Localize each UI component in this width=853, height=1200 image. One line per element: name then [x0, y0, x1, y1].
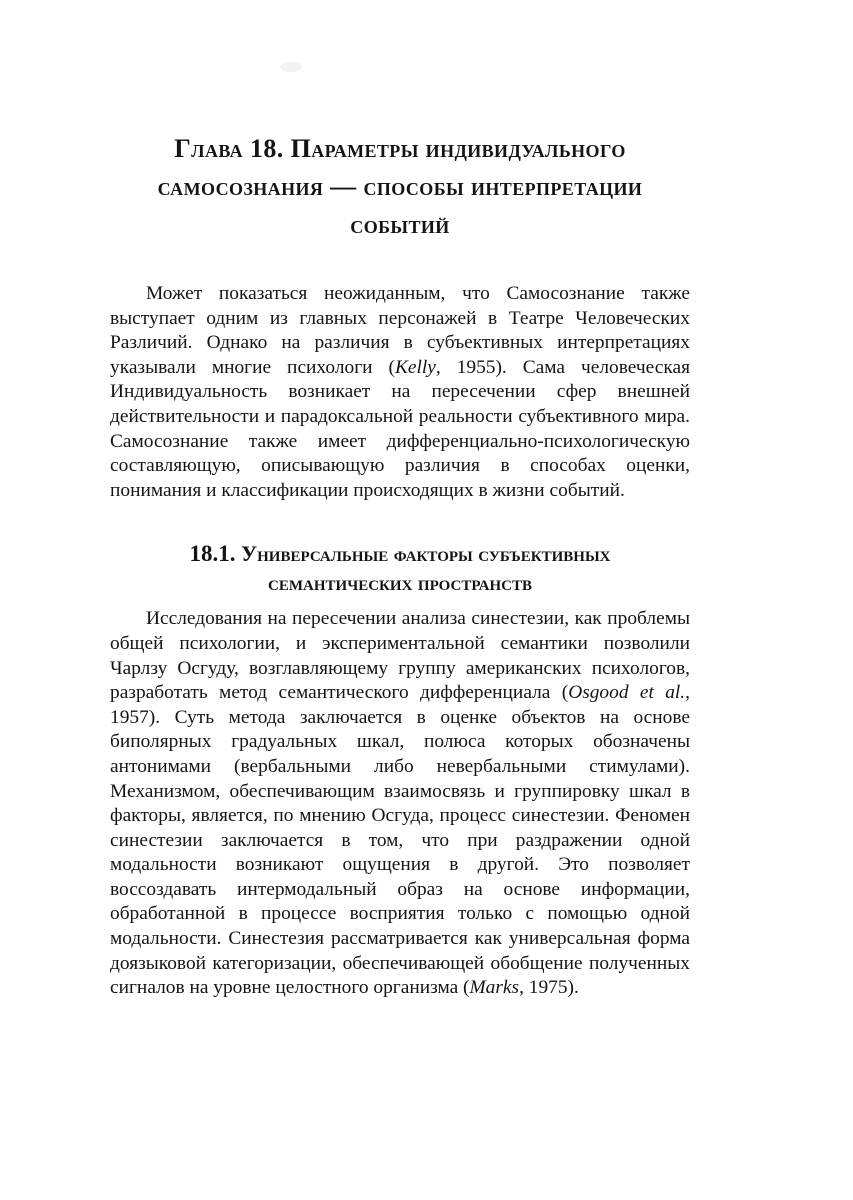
body-text-2: , 1957). Суть метода заключается в оценке объектов на основе биполярных градуальных шкал, полюса которых обозначены антонимами (вербальными либо невербальными стимулами). Механизмом, обеспечивающим взаимосвязь и группировку шкал в факторы, является, по мнению Осгуда, процесс синестезии. Феномен синестезии заключается в том, что при раздражении одной модальности возникают ощущения в другой. Это позволяет воссоздавать интермодальный образ на основе информации, обработанной в процессе восприятия только с помощью одной модальности. Синестезия рассматривается как универсальная форма доязыковой категоризации, обеспечивающей обобщение полученных сигналов на уровне целостного организма (	[110, 682, 691, 999]
body-text-3: , 1975).	[519, 977, 579, 999]
body-paragraph	[110, 607, 690, 1001]
citation-osgood: Osgood et al.	[568, 682, 686, 704]
scan-smudge	[280, 62, 302, 72]
chapter-title-part-2: самосознания — способы интерпретации	[157, 172, 643, 201]
intro-text-1: Может показаться неожиданным, что Самосознание также выступает одним из главных персонажей в Театре Человеческих Различий. Однако на различия в субъективных интерпретациях указывали многие психологи (	[110, 283, 690, 378]
section-title-line-1	[110, 539, 690, 568]
chapter-title	[110, 130, 690, 244]
body-text-1: Исследования на пересечении анализа синестезии, как проблемы общей психологии, и экспериментальной семантики позволили Чарлзу Осгуду, возглавляющему группу американских психологов, разработать метод семантического дифференциала (	[110, 608, 690, 704]
book-page	[110, 130, 690, 1001]
section-title	[110, 539, 690, 597]
section-title-part-2: семантических пространств	[268, 570, 532, 596]
section-number: 18.1.	[189, 541, 236, 567]
intro-text-2: , 1955). Сама человеческая Индивидуальность возникает на пересечении сфер внешней действительности и парадоксальной реальности субъективного мира. Самосознание также имеет дифференциально-психологическую составляющую, описывающую различия в способах оценки, понимания и классификации происходящих в жизни событий.	[110, 356, 690, 501]
chapter-title-part-3: событий	[350, 210, 450, 239]
citation-marks: Marks	[469, 977, 520, 999]
chapter-title-line-1	[110, 130, 690, 168]
citation-kelly: Kelly	[394, 356, 436, 378]
chapter-title-part-1: Параметры индивидуального	[290, 134, 626, 163]
chapter-label: Глава 18.	[174, 134, 284, 163]
intro-paragraph	[110, 282, 690, 503]
section-title-part-1: Универсальные факторы субъективных	[240, 541, 611, 567]
